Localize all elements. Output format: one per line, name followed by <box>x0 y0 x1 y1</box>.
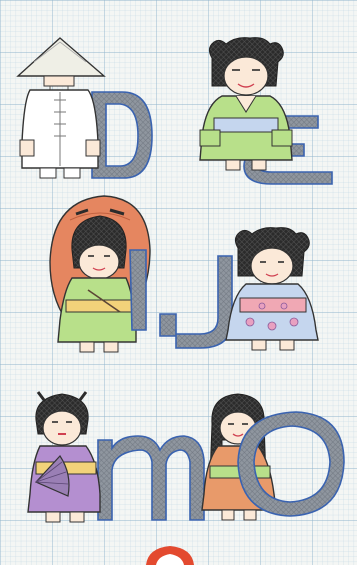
face <box>43 411 81 445</box>
obi <box>240 298 306 312</box>
face <box>251 248 293 284</box>
letter-i <box>130 250 146 330</box>
green-kimono-girl <box>200 38 292 170</box>
obi <box>214 118 278 132</box>
face <box>224 57 268 95</box>
letter-i-motif <box>50 196 150 352</box>
face <box>79 245 119 279</box>
obi <box>66 300 132 312</box>
